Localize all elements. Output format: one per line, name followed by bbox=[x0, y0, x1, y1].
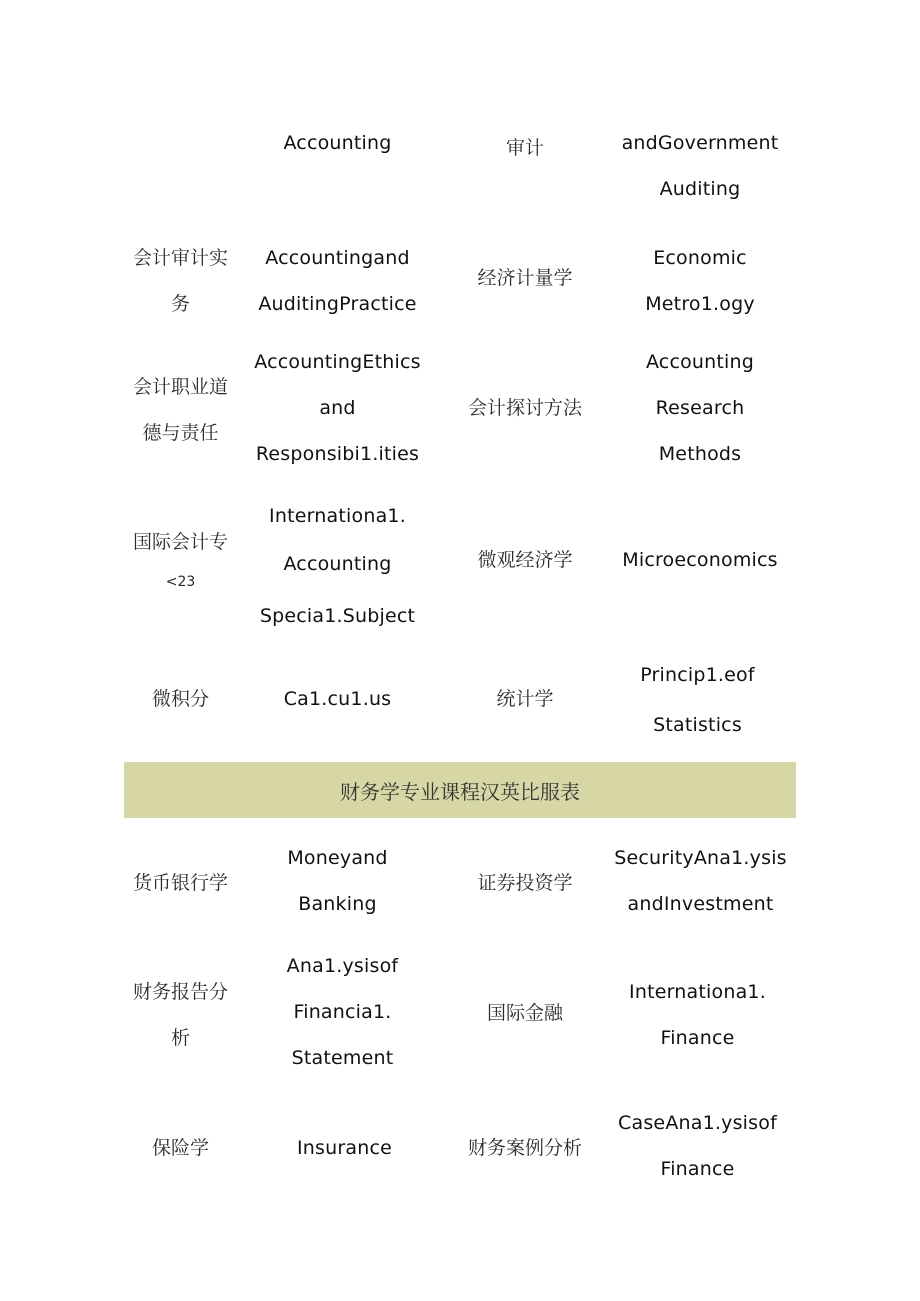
text-line: Responsibi1.ities bbox=[255, 443, 420, 465]
text-line: and bbox=[319, 397, 356, 419]
text-line: 货币银行学 bbox=[132, 872, 228, 894]
text-line: Statistics bbox=[653, 714, 742, 736]
text-line: <23 bbox=[165, 574, 196, 590]
t1-r3-english-a bbox=[250, 492, 425, 644]
t1-r2-chinese-a bbox=[108, 364, 253, 456]
text-line: AuditingPractice bbox=[258, 293, 417, 315]
text-line: 经济计量学 bbox=[477, 267, 573, 289]
t2-r0-english-b bbox=[603, 835, 798, 927]
t2-r2-english-b bbox=[605, 1100, 790, 1192]
t2-r2-chinese-b bbox=[445, 1135, 605, 1161]
text-line: andGovernment bbox=[621, 132, 779, 154]
text-line: Accounting bbox=[283, 553, 392, 575]
text-line: Statement bbox=[291, 1047, 394, 1069]
t1-r0-chinese-b bbox=[445, 135, 605, 161]
text-line: Specia1.Subject bbox=[259, 605, 416, 627]
t2-r2-english-a bbox=[257, 1135, 432, 1161]
t1-r1-chinese-a bbox=[108, 235, 253, 327]
text-line: Auditing bbox=[659, 178, 741, 200]
t2-r1-chinese-b bbox=[445, 1000, 605, 1026]
section-title: 财务学专业课程汉英比服表 bbox=[340, 779, 580, 804]
t1-r3-english-b bbox=[610, 547, 790, 573]
text-line: 会计审计实 bbox=[132, 247, 228, 269]
t1-r1-english-a bbox=[250, 235, 425, 327]
text-line: AccountingEthics bbox=[254, 351, 421, 373]
t2-r0-chinese-a bbox=[108, 870, 253, 896]
text-line: Insurance bbox=[296, 1137, 393, 1159]
text-line: 会计探讨方法 bbox=[467, 397, 582, 419]
text-line: Internationa1. bbox=[629, 981, 766, 1003]
text-line: 务 bbox=[170, 293, 190, 315]
text-line: 微观经济学 bbox=[477, 549, 573, 571]
text-line: Microeconomics bbox=[622, 549, 778, 571]
text-line: Finance bbox=[660, 1027, 735, 1049]
text-line: 财务案例分析 bbox=[467, 1137, 582, 1159]
text-line: CaseAna1.ysisof bbox=[618, 1112, 777, 1134]
text-line: Princip1.eof bbox=[640, 664, 755, 686]
t1-r2-english-b bbox=[610, 339, 790, 477]
text-line: Ana1.ysisof bbox=[286, 955, 399, 977]
t2-r0-chinese-b bbox=[445, 870, 605, 896]
t1-r3-chinese-b bbox=[445, 547, 605, 573]
t1-r3-chinese-a bbox=[108, 519, 253, 595]
text-line: Metro1.ogy bbox=[645, 293, 755, 315]
t1-r2-chinese-b bbox=[445, 395, 605, 421]
text-line: Financia1. bbox=[293, 1001, 392, 1023]
t2-r2-chinese-a bbox=[108, 1135, 253, 1161]
text-line: Accounting bbox=[645, 351, 755, 373]
text-line: Internationa1. bbox=[269, 505, 406, 527]
t1-r1-english-b bbox=[610, 235, 790, 327]
text-line: 德与责任 bbox=[142, 422, 219, 444]
t1-r0-english-a bbox=[250, 130, 425, 156]
text-line: Economic bbox=[653, 247, 747, 269]
text-line: Research bbox=[655, 397, 745, 419]
text-line: Methods bbox=[658, 443, 742, 465]
t2-r1-english-a bbox=[250, 943, 435, 1081]
text-line: Ca1.cu1.us bbox=[283, 688, 392, 710]
t2-r1-english-b bbox=[610, 969, 785, 1061]
t1-r1-chinese-b bbox=[445, 265, 605, 291]
text-line: 国际金融 bbox=[486, 1002, 563, 1024]
t2-r1-chinese-a bbox=[108, 969, 253, 1061]
text-line: 国际会计专 bbox=[132, 531, 228, 553]
text-line: SecurityAna1.ysis bbox=[614, 847, 787, 869]
text-line: 审计 bbox=[505, 137, 544, 159]
text-line: 析 bbox=[170, 1027, 190, 1049]
text-line: 保险学 bbox=[151, 1137, 209, 1159]
text-line: 会计职业道 bbox=[132, 376, 228, 398]
text-line: Accounting bbox=[283, 132, 392, 154]
t1-r4-english-a bbox=[250, 686, 425, 712]
text-line: andInvestment bbox=[627, 893, 774, 915]
text-line: 证券投资学 bbox=[477, 872, 573, 894]
text-line: Banking bbox=[298, 893, 377, 915]
t1-r0-english-b bbox=[610, 130, 790, 212]
text-line: 统计学 bbox=[496, 688, 554, 710]
t1-r4-chinese-a bbox=[108, 686, 253, 712]
text-line: 微积分 bbox=[151, 688, 209, 710]
t1-r2-english-a bbox=[245, 339, 430, 477]
text-line: Accountingand bbox=[265, 247, 410, 269]
t1-r4-english-b bbox=[610, 650, 785, 750]
text-line: 财务报告分 bbox=[132, 981, 228, 1003]
t2-r0-english-a bbox=[250, 835, 425, 927]
text-line: Moneyand bbox=[287, 847, 388, 869]
section-title-band bbox=[124, 762, 796, 818]
t1-r4-chinese-b bbox=[445, 686, 605, 712]
text-line: Finance bbox=[660, 1158, 735, 1180]
